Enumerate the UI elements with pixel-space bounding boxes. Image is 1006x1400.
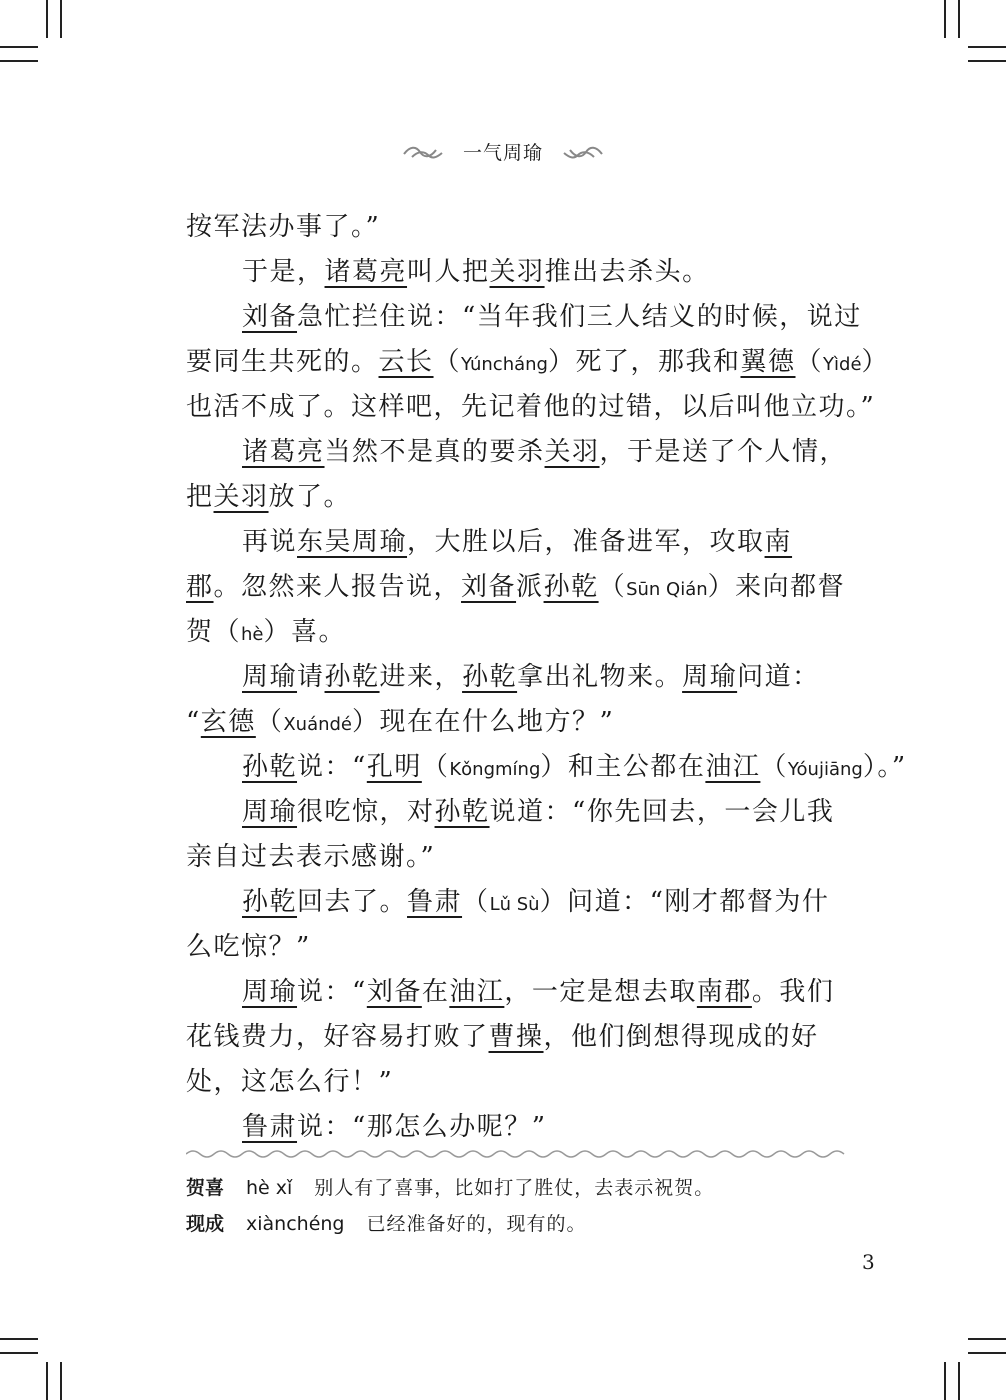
crop-mark	[968, 1352, 1006, 1354]
text-line: 处，这怎么行！”	[186, 1067, 394, 1097]
text-line: 刘备急忙拦住说：“当年我们三人结义的时候，说过	[242, 302, 862, 332]
glossary-pinyin: xiànchéng	[246, 1213, 345, 1235]
text-line: “玄德（Xuándé）现在在什么地方？”	[186, 707, 615, 737]
text-line: 诸葛亮当然不是真的要杀关羽，于是送了个人情，	[242, 437, 848, 467]
text-line: 周瑜说：“刘备在油江，一定是想去取南郡。我们	[242, 977, 835, 1007]
glossary-term: 现成	[186, 1213, 225, 1235]
text-line: 孙乾回去了。鲁肃（Lǔ Sù）问道：“刚才都督为什	[242, 887, 830, 917]
text-line: 亲自过去表示感谢。”	[186, 842, 436, 872]
crop-mark	[46, 1362, 48, 1400]
page-number: 3	[862, 1250, 875, 1274]
crop-mark	[0, 1352, 38, 1354]
chapter-title: 一气周瑜	[462, 142, 543, 164]
crop-mark	[944, 1362, 946, 1400]
text-line: 再说东吴周瑜，大胜以后，准备进军，攻取南	[242, 527, 793, 557]
glossary-term: 贺喜	[186, 1177, 225, 1199]
glossary-entry	[186, 1170, 846, 1206]
running-header	[0, 138, 1006, 165]
glossary-definition: 别人有了喜事，比如打了胜仗，去表示祝贺。	[314, 1177, 715, 1199]
text-line: 把关羽放了。	[186, 482, 352, 512]
crop-mark	[0, 46, 38, 48]
left-ornament-icon	[402, 144, 444, 160]
text-line: 周瑜很吃惊，对孙乾说道：“你先回去，一会儿我	[242, 797, 835, 827]
glossary-entry	[186, 1206, 846, 1242]
right-ornament-icon	[562, 144, 604, 160]
crop-mark	[60, 1362, 62, 1400]
text-line: 鲁肃说：“那怎么办呢？”	[242, 1112, 547, 1142]
crop-mark	[958, 0, 960, 38]
text-line: 孙乾说：“孔明（Kǒngmíng）和主公都在油江（Yóujiāng）。”	[242, 752, 907, 782]
text-line: 贺（hè）喜。	[186, 617, 347, 647]
text-line: 要同生共死的。云长（Yúncháng）死了，那我和翼德（Yìdé）	[186, 347, 890, 377]
crop-mark	[0, 1338, 38, 1340]
text-line: 按军法办事了。”	[186, 212, 381, 242]
crop-mark	[968, 1338, 1006, 1340]
crop-mark	[46, 0, 48, 38]
ornamental-divider	[186, 1147, 846, 1161]
text-line: 花钱费力，好容易打败了曹操，他们倒想得现成的好	[186, 1022, 819, 1052]
glossary-definition: 已经准备好的，现有的。	[366, 1213, 587, 1235]
crop-mark	[958, 1362, 960, 1400]
glossary-notes	[186, 1170, 846, 1242]
text-line: 于是，诸葛亮叫人把关羽推出去杀头。	[242, 257, 710, 287]
text-line: 周瑜请孙乾进来，孙乾拿出礼物来。周瑜问道：	[242, 662, 820, 692]
text-line: 么吃惊？”	[186, 932, 311, 962]
story-body	[186, 205, 907, 1150]
crop-mark	[968, 60, 1006, 62]
crop-mark	[968, 46, 1006, 48]
crop-mark	[60, 0, 62, 38]
crop-mark	[0, 60, 38, 62]
crop-mark	[944, 0, 946, 38]
glossary-pinyin: hè xǐ	[246, 1177, 293, 1199]
text-line: 也活不成了。这样吧，先记着他的过错，以后叫他立功。”	[186, 392, 876, 422]
text-line: 郡。忽然来人报告说，刘备派孙乾（Sūn Qián）来向都督	[186, 572, 846, 602]
